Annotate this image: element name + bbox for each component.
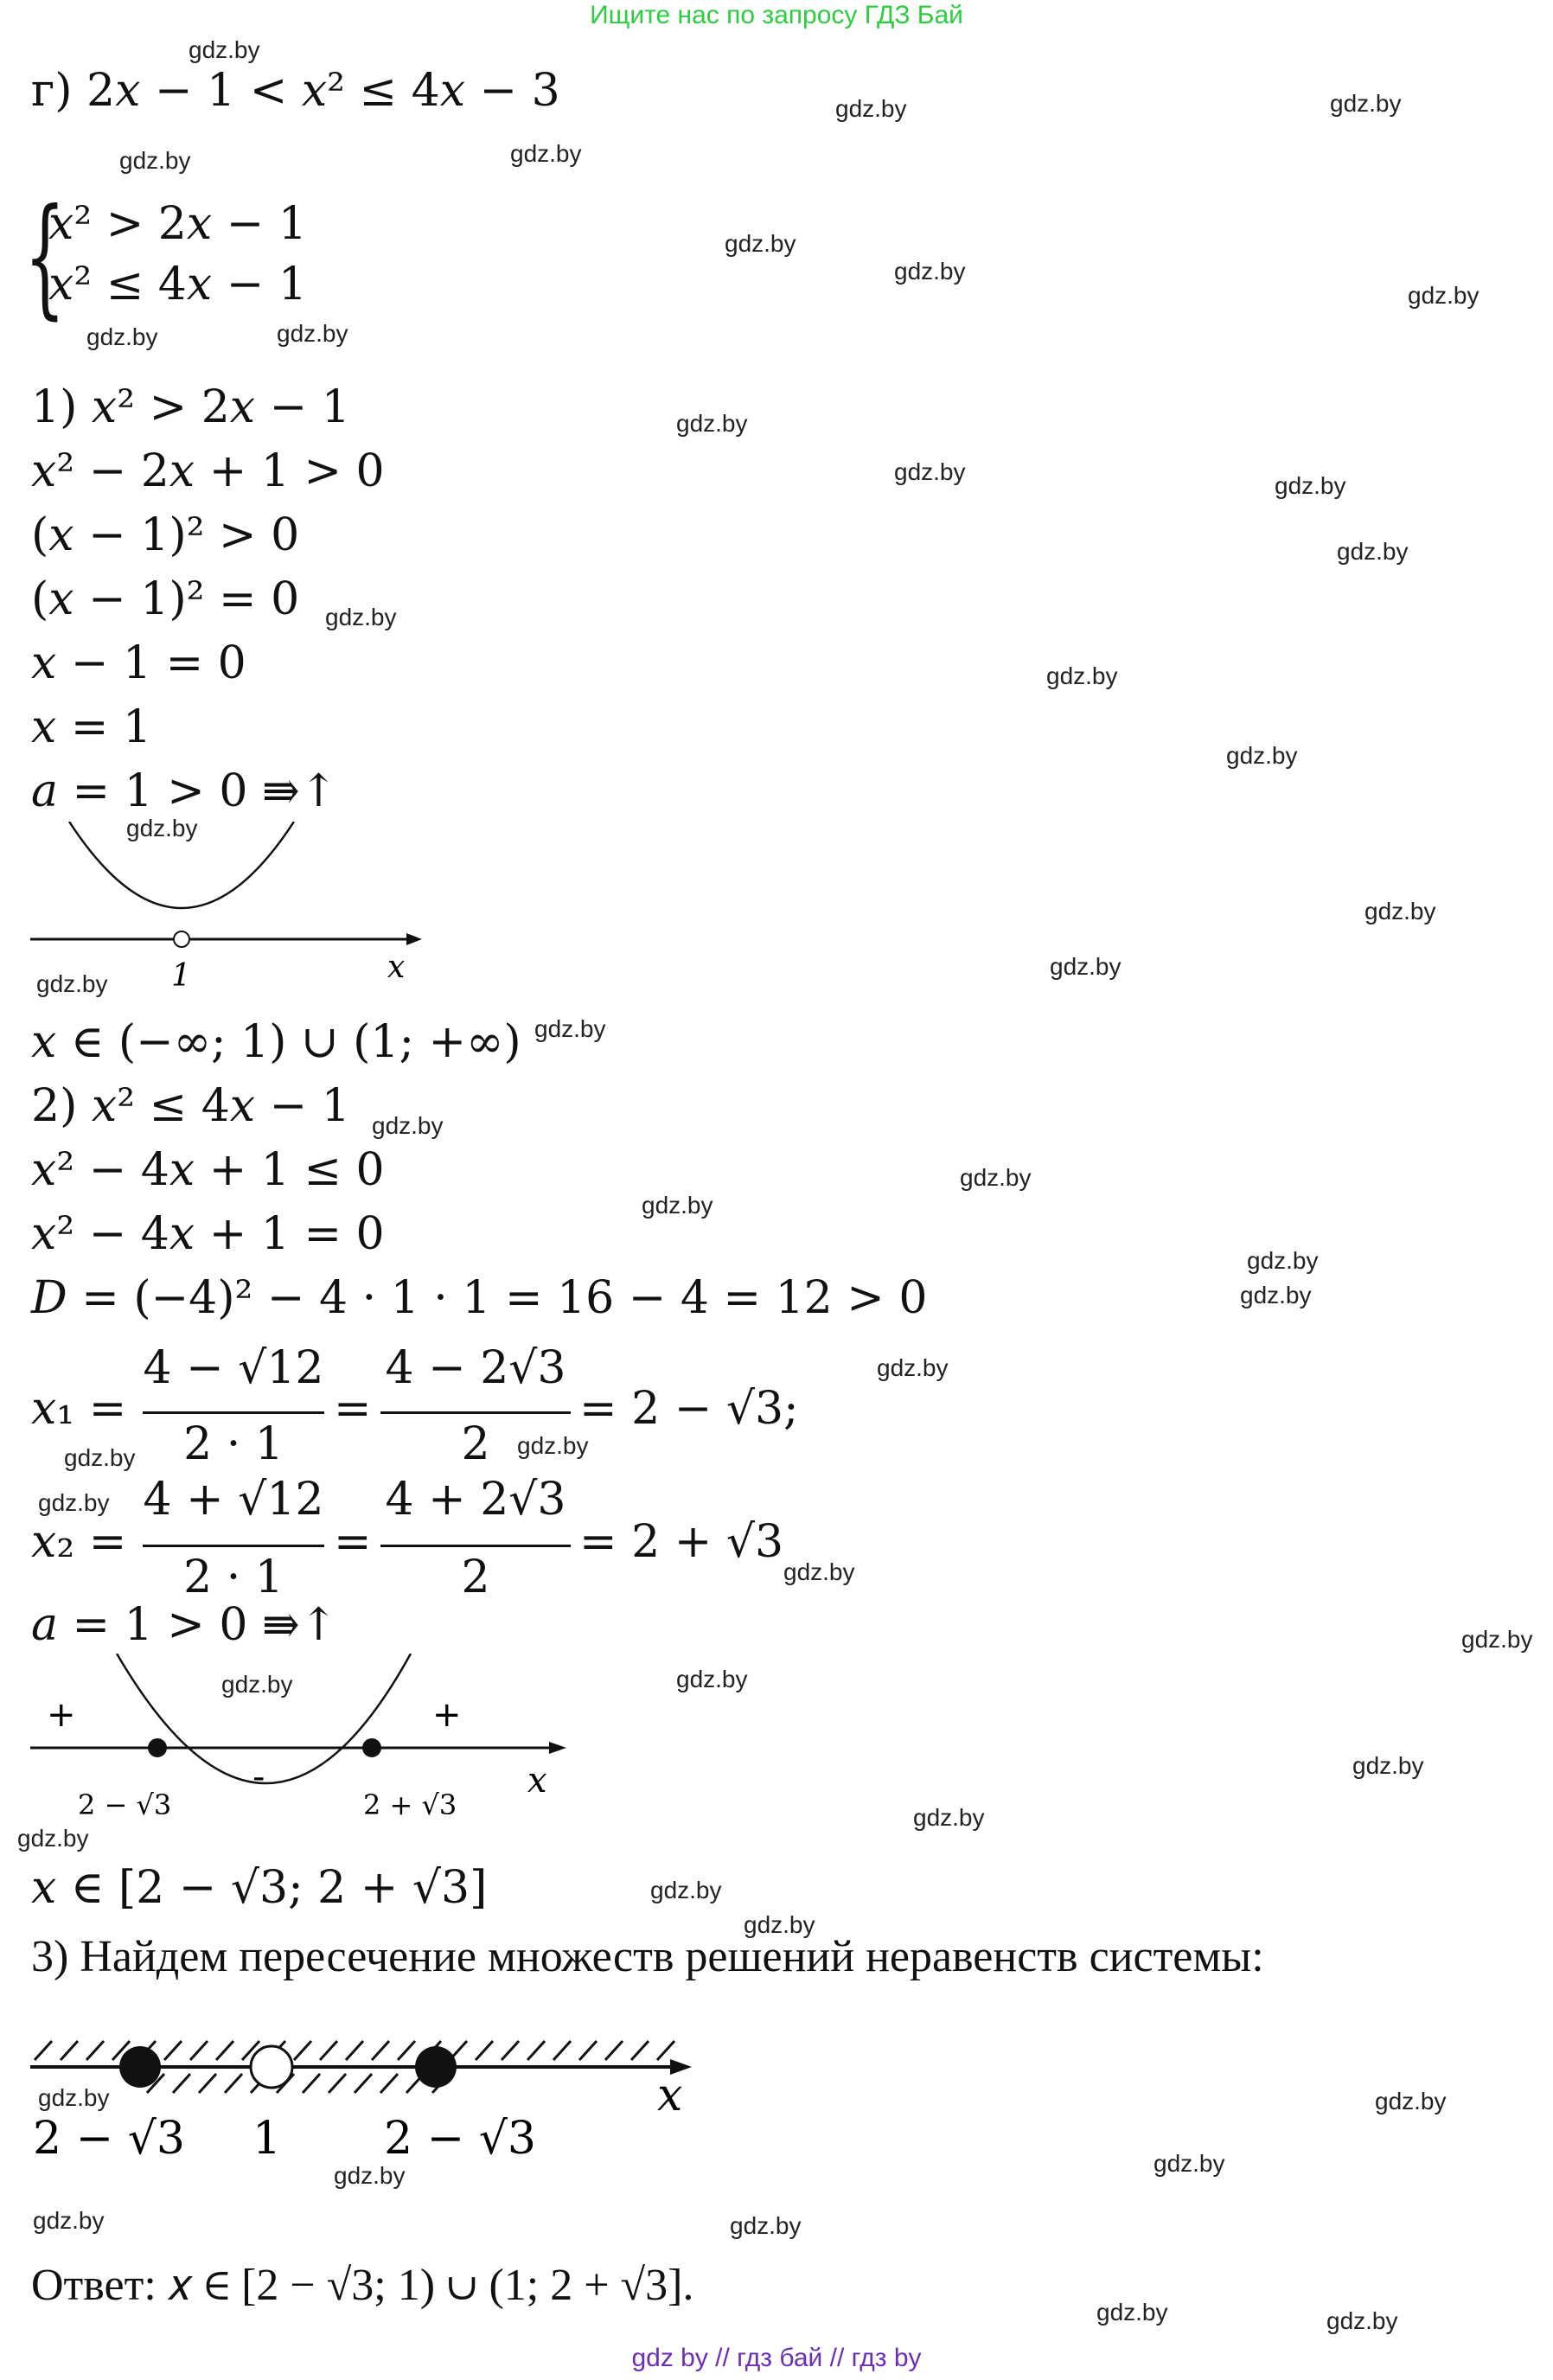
- watermark: gdz.by: [372, 1112, 444, 1139]
- part2-line: 𝐷 = (−4)² − 4 · 1 · 1 = 16 − 4 = 12 > 0: [31, 1272, 928, 1324]
- point-left-label: 2 − √3: [33, 2113, 185, 2165]
- sign-plus-right: +: [432, 1695, 462, 1735]
- watermark: gdz.by: [1046, 662, 1118, 689]
- watermark: gdz.by: [1240, 1282, 1312, 1308]
- part2-line: 2) 𝑥² ≤ 4𝑥 − 1: [31, 1080, 350, 1132]
- part1-line: 𝑥 = 1: [31, 701, 152, 753]
- part2-answer: 𝑥 ∈ [2 − √3; 2 + √3]: [31, 1862, 488, 1914]
- watermark: gdz.by: [325, 604, 397, 630]
- x2-denominator-1: 2 · 1: [183, 1551, 284, 1603]
- watermark: gdz.by: [221, 1671, 293, 1698]
- part1-line: (𝑥 − 1)² = 0: [31, 573, 300, 625]
- axis-label-x: x: [527, 1761, 547, 1801]
- watermark: gdz.by: [86, 323, 158, 350]
- watermark: gdz.by: [913, 1804, 985, 1831]
- watermark: gdz.by: [730, 2212, 802, 2239]
- point-1-open: [174, 931, 189, 947]
- watermark: gdz.by: [1337, 538, 1409, 565]
- watermark: gdz.by: [676, 410, 748, 437]
- watermark: gdz.by: [33, 2207, 105, 2234]
- root-right-label: 2 + √3: [363, 1788, 457, 1821]
- watermark: gdz.by: [36, 970, 108, 997]
- point-1-label: 1: [171, 958, 191, 994]
- watermark: gdz.by: [1275, 472, 1346, 499]
- part1-line: 1) 𝑥² > 2𝑥 − 1: [31, 381, 350, 433]
- watermark: gdz.by: [783, 1558, 855, 1585]
- sign-plus-left: +: [47, 1695, 76, 1735]
- watermark: gdz.by: [277, 320, 348, 347]
- watermark: gdz.by: [676, 1666, 748, 1692]
- part1-line: 𝑎 = 1 > 0 ⇛↑: [31, 765, 338, 817]
- part1-line: (𝑥 − 1)² > 0: [31, 509, 300, 561]
- x1-fraction-bar-2: [380, 1411, 571, 1414]
- x1-numerator-2: 4 − 2√3: [385, 1342, 566, 1394]
- x2-result: = 2 + √3: [579, 1516, 784, 1568]
- watermark: gdz.by: [642, 1192, 713, 1219]
- point-1-label: 1: [252, 2113, 282, 2165]
- x1-denominator-1: 2 · 1: [183, 1418, 284, 1470]
- part2-line: 𝑥² − 4𝑥 + 1 ≤ 0: [31, 1144, 385, 1196]
- watermark: gdz.by: [894, 258, 966, 285]
- point-1-open: [251, 2046, 292, 2088]
- axis-label-x: x: [387, 950, 406, 985]
- watermark: gdz.by: [334, 2162, 406, 2189]
- watermark: gdz.by: [744, 1911, 815, 1938]
- x1-numerator-1: 4 − √12: [143, 1342, 324, 1394]
- x2-numerator-1: 4 + √12: [143, 1474, 324, 1526]
- watermark: gdz.by: [38, 2084, 110, 2111]
- root-left-label: 2 − √3: [78, 1788, 172, 1821]
- watermark: gdz.by: [517, 1432, 589, 1459]
- point-right-label: 2 − √3: [384, 2113, 536, 2165]
- footer-links[interactable]: gdz by // гдз бай // гдз by: [631, 2344, 922, 2372]
- system-brace: {: [24, 182, 66, 332]
- x2-lhs: 𝑥₂ =: [31, 1516, 127, 1568]
- point-right-filled: [415, 2046, 457, 2088]
- watermark: gdz.by: [725, 230, 796, 257]
- watermark: gdz.by: [510, 140, 582, 167]
- system-line-1: 𝑥² > 2𝑥 − 1: [48, 198, 307, 250]
- hatch-lower: [147, 2074, 450, 2093]
- watermark: gdz.by: [877, 1354, 949, 1381]
- x2-fraction-bar-2: [380, 1545, 571, 1547]
- watermark: gdz.by: [64, 1444, 136, 1471]
- watermark: gdz.by: [1364, 898, 1436, 924]
- watermark: gdz.by: [38, 1489, 110, 1516]
- intersection-graph: [26, 2006, 718, 2179]
- watermark: gdz.by: [1408, 282, 1480, 309]
- watermark: gdz.by: [1330, 90, 1402, 117]
- watermark: gdz.by: [1375, 2088, 1447, 2114]
- x-axis-arrow: [406, 933, 422, 945]
- system-line-2: 𝑥² ≤ 4𝑥 − 1: [48, 259, 307, 310]
- root-right-filled: [362, 1738, 381, 1757]
- watermark: gdz.by: [650, 1877, 722, 1903]
- watermark: gdz.by: [189, 36, 260, 63]
- watermark: gdz.by: [1352, 1752, 1424, 1779]
- x-axis-arrow: [549, 1742, 566, 1754]
- watermark: gdz.by: [835, 95, 907, 122]
- watermark: gdz.by: [1096, 2299, 1168, 2326]
- x1-equals: =: [334, 1383, 372, 1435]
- x1-lhs: 𝑥₁ =: [31, 1383, 127, 1435]
- watermark: gdz.by: [17, 1825, 89, 1852]
- sign-minus: -: [252, 1757, 265, 1797]
- part1-answer: 𝑥 ∈ (−∞; 1) ∪ (1; +∞): [31, 1016, 521, 1068]
- watermark: gdz.by: [1154, 2150, 1225, 2177]
- watermark: gdz.by: [894, 458, 966, 485]
- watermark: gdz.by: [1461, 1626, 1533, 1653]
- x2-numerator-2: 4 + 2√3: [385, 1474, 566, 1526]
- part2-a-line: 𝑎 = 1 > 0 ⇛↑: [31, 1599, 338, 1651]
- x1-denominator-2: 2: [461, 1418, 490, 1470]
- watermark: gdz.by: [1226, 742, 1298, 769]
- watermark: gdz.by: [1247, 1247, 1319, 1274]
- watermark: gdz.by: [119, 147, 191, 174]
- part2-line: 𝑥² − 4𝑥 + 1 = 0: [31, 1208, 385, 1260]
- x2-fraction-bar-1: [143, 1545, 324, 1547]
- watermark: gdz.by: [960, 1164, 1032, 1191]
- part3-title: 3) Найдем пересечение множеств решений неравенств системы:: [31, 1932, 1264, 1981]
- axis-label-x: x: [657, 2070, 683, 2121]
- watermark: gdz.by: [534, 1015, 606, 1042]
- watermark: gdz.by: [1050, 953, 1122, 980]
- point-left-filled: [119, 2046, 161, 2088]
- x2-denominator-2: 2: [461, 1551, 490, 1603]
- x1-fraction-bar-1: [143, 1411, 324, 1414]
- watermark: gdz.by: [1326, 2307, 1398, 2334]
- header-banner[interactable]: Ищите нас по запросу ГДЗ Бай: [590, 1, 963, 29]
- watermark: gdz.by: [126, 815, 198, 841]
- root-left-filled: [148, 1738, 167, 1757]
- final-answer: Ответ: 𝑥 ∈ [2 − √3; 1) ∪ (1; 2 + √3].: [31, 2261, 694, 2310]
- problem-statement: г) 2𝑥 − 1 < 𝑥² ≤ 4𝑥 − 3: [31, 65, 560, 117]
- x2-equals: =: [334, 1516, 372, 1568]
- x1-result: = 2 − √3;: [579, 1383, 799, 1435]
- part1-line: 𝑥² − 2𝑥 + 1 > 0: [31, 445, 385, 497]
- part1-line: 𝑥 − 1 = 0: [31, 637, 246, 689]
- part2-parabola-graph: [26, 1654, 579, 1827]
